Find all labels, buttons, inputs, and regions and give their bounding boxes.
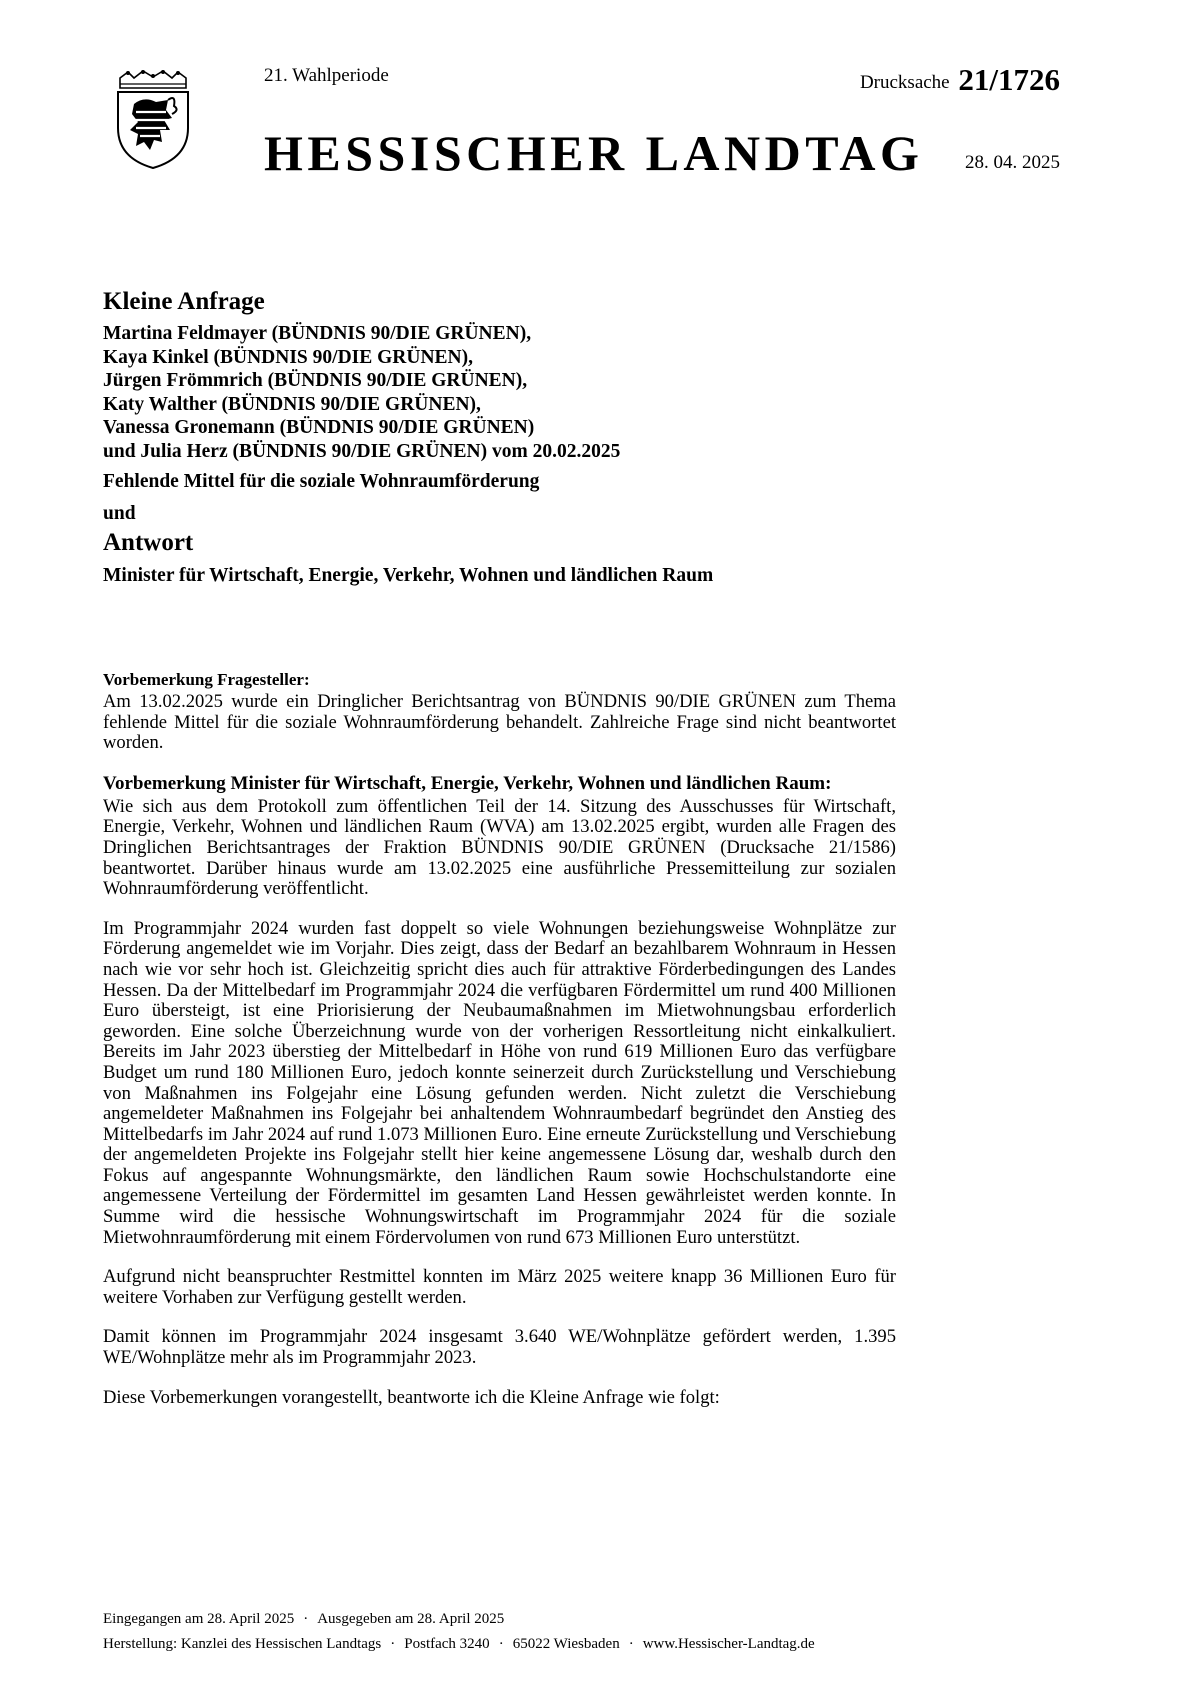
page-footer <box>103 1607 815 1657</box>
author-line: Martina Feldmayer (BÜNDNIS 90/DIE GRÜNEN), <box>103 323 532 344</box>
pre-remark-minister-heading: Vorbemerkung Minister für Wirtschaft, Energie, Verkehr, Wohnen und ländlichen Raum: <box>103 772 832 794</box>
document-label: Drucksache <box>859 72 950 93</box>
body-paragraph: Wie sich aus dem Protokoll zum öffentlichen Teil der 14. Sitzung des Ausschusses für Wirtschaft, Energie, Verkehr, Wohnen und ländlichen Raum (WVA) am 13.02.2025 ergibt, wurden alle Fragen des Dringlichen Berichtsantrages der Fraktion BÜNDNIS 90/DIE GRÜNEN (Drucksache 21/1586) beantwortet. Darüber hinaus wurde am 13.02.2025 eine ausführliche Pressemitteilung zur sozialen Wohnraumförderung veröffentlicht. <box>103 795 896 900</box>
footer-dates: Eingegangen am 28. April 2025 · Ausgegeben am 28. April 2025 <box>103 1611 505 1627</box>
inquiry-subject: Fehlende Mittel für die soziale Wohnraumförderung <box>103 471 540 492</box>
document-number: 21/1726 <box>958 62 1060 97</box>
author-line: und Julia Herz (BÜNDNIS 90/DIE GRÜNEN) vom 20.02.2025 <box>103 440 621 462</box>
author-line: Kaya Kinkel (BÜNDNIS 90/DIE GRÜNEN), <box>103 346 473 368</box>
document-date: 28. 04. 2025 <box>965 152 1060 173</box>
footer-city: 65022 Wiesbaden <box>512 1636 620 1652</box>
body-paragraph: Damit können im Programmjahr 2024 insgesamt 3.640 WE/Wohnplätze gefördert werden, 1.395 WE/Wohnplätze mehr als im Programmjahr 2023. <box>103 1326 896 1369</box>
footer-imprint: Herstellung: Kanzlei des Hessischen Landtags · Postfach 3240 · 65022 Wiesbaden · www.Hessischer-Landtag.de <box>103 1636 815 1652</box>
parliament-title: HESSISCHER LANDTAG <box>264 125 924 181</box>
body-paragraph: Aufgrund nicht beanspruchter Restmittel konnten im März 2025 weitere knapp 36 Millionen Euro für weitere Vorhaben zur Verfügung gestellt werden. <box>103 1266 896 1308</box>
inquiry-type-heading: Kleine Anfrage <box>103 288 265 315</box>
author-line: Vanessa Gronemann (BÜNDNIS 90/DIE GRÜNEN) <box>103 417 535 438</box>
footer-production: Herstellung: Kanzlei des Hessischen Landtags <box>103 1636 382 1652</box>
electoral-period: 21. Wahlperiode <box>264 65 389 86</box>
document-body <box>103 670 896 1427</box>
answering-minister: Minister für Wirtschaft, Energie, Verkehr, Wohnen und ländlichen Raum <box>103 565 714 586</box>
author-line: Jürgen Frömmrich (BÜNDNIS 90/DIE GRÜNEN), <box>103 370 528 391</box>
author-line: Katy Walther (BÜNDNIS 90/DIE GRÜNEN), <box>103 393 481 415</box>
connector-und: und <box>103 503 136 524</box>
body-paragraph: Im Programmjahr 2024 wurden fast doppelt so viele Wohnungen beziehungsweise Wohnplätze zur Förderung angemeldet wie im Vorjahr. Dies zeigt, dass der Bedarf an bezahlbarem Wohnraum in Hessen nach wie vor sehr hoch ist. Gleichzeitig spricht dies auch für attraktive Förderbedingungen des Landes Hessen. Da der Mittelbedarf im Programmjahr 2024 die verfügbaren Fördermittel um rund 400 Millionen Euro übersteigt, ist eine Priorisierung der Neubaumaßnahmen im Mietwohnungsbau erforderlich geworden. Eine solche Überzeichnung wurde von der vorherigen Ressortleitung nicht einkalkuliert. Bereits im Jahr 2023 überstieg der Mittelbedarf in Höhe von rund 619 Millionen Euro das verfügbare Budget um rund 180 Millionen Euro, jedoch konnte seinerzeit durch Zurückstellung und Verschiebung von Maßnahmen ins Folgejahr eine Lösung gefunden werden. Nicht zuletzt die Verschiebung angemeldeter Maßnahmen ins Folgejahr bei anhaltendem Wohnraumbedarf begründet den Anstieg des Mittelbedarfs im Jahr 2024 auf rund 1.073 Millionen Euro. Eine erneute Zurückstellung und Verschiebung der angemeldeten Projekte ins Folgejahr stellt hier keine angemessene Lösung dar, weshalb durch den Fokus auf angespannte Wohnungsmärkte, den ländlichen Raum sowie Hochschulstandorte eine angemessene Verteilung der Fördermittel im gesamten Land Hessen gewährleistet werden konnte. In Summe wird die hessische Wohnungswirtschaft im Programmjahr 2024 für die soziale Mietwohnraumförderung mit einem Fördervolumen von rund 673 Millionen Euro unterstützt. <box>103 917 896 1248</box>
pre-remark-questioner-heading: Vorbemerkung Fragesteller: <box>103 670 310 689</box>
pre-remark-questioner-text: Am 13.02.2025 wurde ein Dringlicher Berichtsantrag von BÜNDNIS 90/DIE GRÜNEN zum Thema fehlende Mittel für die soziale Wohnraumförderung behandelt. Zahlreiche Frage sind nicht beantwortet worden. <box>103 691 896 754</box>
footer-issued: Ausgegeben am 28. April 2025 <box>317 1611 505 1627</box>
answer-heading: Antwort <box>103 529 194 556</box>
body-paragraph: Diese Vorbemerkungen vorangestellt, beantworte ich die Kleine Anfrage wie folgt: <box>103 1386 720 1408</box>
authors-list <box>103 322 903 463</box>
footer-website-link[interactable]: www.Hessischer-Landtag.de <box>642 1636 815 1652</box>
inquiry-block <box>103 288 903 587</box>
document-reference <box>860 62 1060 98</box>
footer-po-box: Postfach 3240 <box>404 1636 490 1652</box>
hessen-coat-of-arms-logo <box>110 70 196 170</box>
footer-received: Eingegangen am 28. April 2025 <box>103 1611 295 1627</box>
